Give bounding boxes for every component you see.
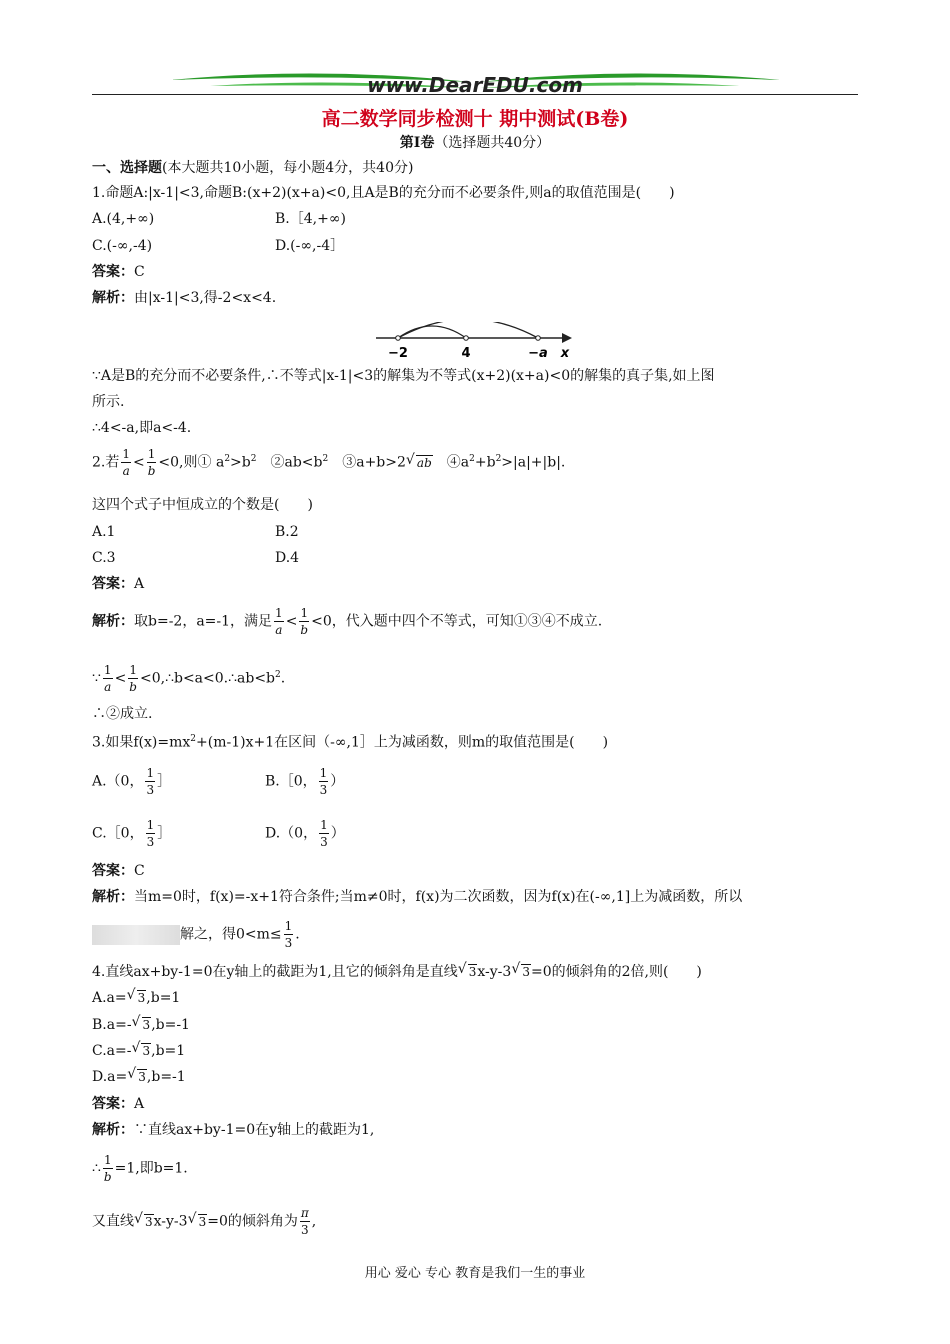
q1-option-b: B.［4,+∞) xyxy=(275,211,346,227)
q3-option-b: B.［0， $\frac{1}{3}$ ） xyxy=(265,766,345,797)
dearedu-logo xyxy=(170,70,780,102)
q2-analysis-2: ∵ $\frac{1}{a}$ < $\frac{1}{b}$ $<0,\therefore b<a<0.\therefore ab<b^2$. xyxy=(92,663,286,694)
q2-analysis-3: ∴②成立. xyxy=(92,706,153,722)
q3-blurred-formula-image xyxy=(92,925,180,945)
q4-option-d: D.a=√ 3,b=-1 xyxy=(92,1067,186,1087)
q4-option-c: C.a=-√ 3,b=1 xyxy=(92,1041,185,1061)
q2-option-d: D.4 xyxy=(275,550,300,566)
page-title: 高二数学同步检测十 期中测试(B卷) xyxy=(321,108,629,130)
q1-number-line xyxy=(372,322,582,362)
q2-option-b: B.2 xyxy=(275,524,299,540)
q4-answer: 答案：A xyxy=(92,1096,145,1112)
q4-option-a: A.a=√ 3,b=1 xyxy=(92,988,180,1008)
header-rule xyxy=(92,94,858,95)
q4-analysis: 解析：∵直线ax+by-1=0在y轴上的截距为1, xyxy=(92,1122,375,1138)
q2-stem-2: 这四个式子中恒成立的个数是( ) xyxy=(92,497,313,513)
q1-analysis: 解析：由|x-1|<3,得-2<x<4. xyxy=(92,290,277,306)
number-line-label-x: x xyxy=(560,346,570,361)
q3-answer: 答案：C xyxy=(92,863,145,879)
q1-option-c: C.(-∞,-4) xyxy=(92,238,153,254)
q3-analysis: 解析：当m=0时，f(x)=-x+1符合条件;当m≠0时，f(x)为二次函数，因为f(x)在(-∞,1]上为减函数，所以 xyxy=(92,889,743,905)
q2-sqrt-ab: √ ab xyxy=(416,455,433,470)
q1-stem: 1.命题A:|x-1|<3,命题B:(x+2)(x+a)<0,且A是B的充分而不必要条件,则a的取值范围是( ) xyxy=(92,185,675,201)
q3-stem: 3.如果$f(x)=mx^2+(m-1)x+1$在区间（-∞,1］上为减函数，则m的取值范围是( ) xyxy=(92,734,609,751)
page-footer: 用心 爱心 专心 教育是我们一生的事业 xyxy=(364,1266,586,1281)
q1-option-a: A.(4,+∞) xyxy=(92,211,155,227)
q3-option-a: A.（0， $\frac{1}{3}$ ］ xyxy=(92,766,172,797)
q2-stem: 2.若 $\frac{1}{a}$ < $\frac{1}{b}$ <0,则① $a^2>b^2$ $②ab<b^2$ ③a+b>2√ ab $④a^2+b^2>|a|+|b|$. xyxy=(92,446,565,479)
q2-frac-1a: $\frac{1}{a}$ xyxy=(122,447,130,478)
q1-explanation-3: ∴4<-a,即a<-4. xyxy=(92,420,192,436)
q2-analysis: 解析：取b=-2，a=-1，满足 $\frac{1}{a}$ < $\frac{1}{b}$ <0，代入题中四个不等式，可知①③④不成立. xyxy=(92,606,603,637)
q1-answer: 答案：C xyxy=(92,264,145,280)
number-line-label-neg-a: −a xyxy=(528,346,548,361)
number-line-label-4: 4 xyxy=(461,346,471,361)
q3-option-d: D.（0， $\frac{1}{3}$ ） xyxy=(265,818,345,849)
q2-answer: 答案：A xyxy=(92,576,145,592)
page-subtitle: 第Ⅰ卷（选择题共40分） xyxy=(399,135,551,151)
q4-option-b: B.a=-√ 3,b=-1 xyxy=(92,1015,190,1035)
q4-analysis-3: 又直线√ 3x-y-3√ 3=0的倾斜角为 $\frac{\pi}{3}$ , xyxy=(92,1205,316,1238)
q1-explanation-1: ∵A是B的充分而不必要条件,∴不等式|x-1|<3的解集为不等式(x+2)(x+a)<0的解集的真子集,如上图 xyxy=(92,368,715,384)
q3-analysis-2: 解之，得0<m≤ $\frac{1}{3}$ . xyxy=(92,918,300,951)
q4-stem: 4.直线ax+by-1=0在y轴上的截距为1,且它的倾斜角是直线√ 3x-y-3√ 3=0的倾斜角的2倍,则( ) xyxy=(92,962,702,982)
logo-text: www.DearEDU.com xyxy=(367,73,583,97)
q4-analysis-2: ∴ $\frac{1}{b}$ =1,即b=1. xyxy=(92,1153,188,1184)
q2-frac-1b: $\frac{1}{b}$ xyxy=(147,447,156,478)
number-line-label-neg2: −2 xyxy=(388,346,408,361)
q3-option-c: C.［0， $\frac{1}{3}$ ］ xyxy=(92,818,172,849)
q2-option-a: A.1 xyxy=(92,524,116,540)
q1-option-d: D.(-∞,-4］ xyxy=(275,238,345,254)
q1-explanation-2: 所示. xyxy=(92,394,125,410)
q2-option-c: C.3 xyxy=(92,550,116,566)
section-heading: 一、选择题(本大题共10小题，每小题4分，共40分) xyxy=(92,160,414,176)
